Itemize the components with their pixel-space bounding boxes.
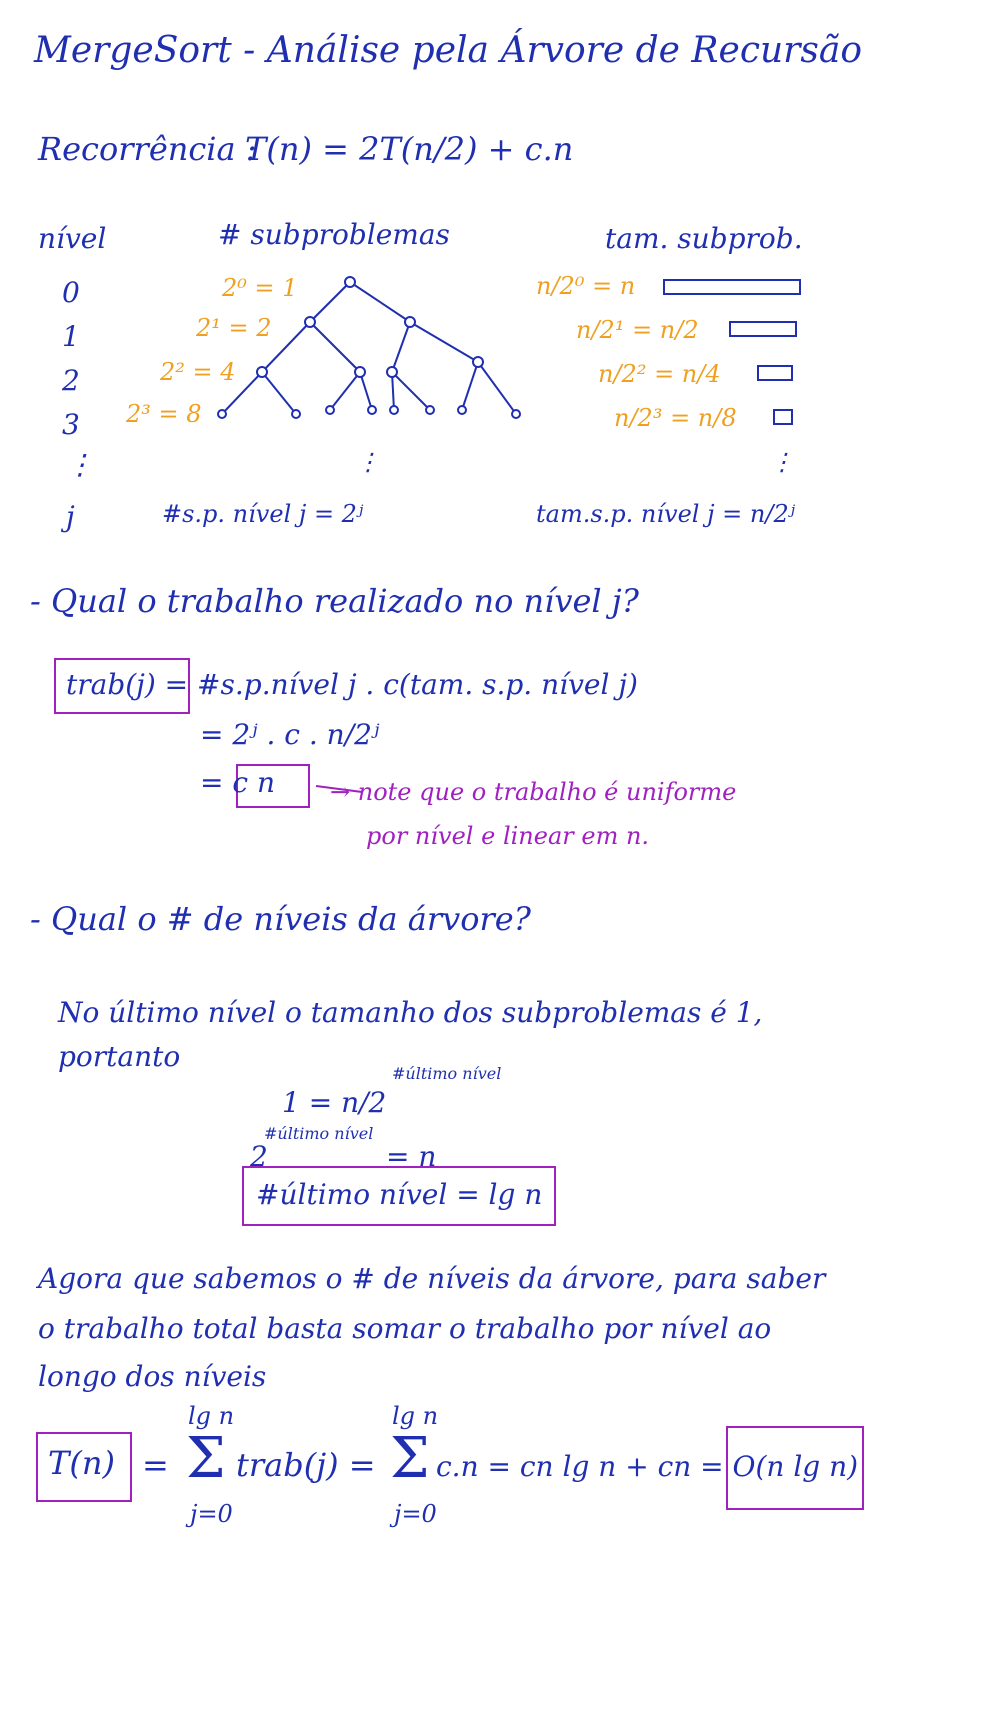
tree-edge — [462, 362, 478, 410]
subproblems-level-1: 2¹ = 2 — [196, 314, 272, 342]
size-level-2: n/2² = n/4 — [598, 360, 721, 388]
subproblems-level-2: 2² = 4 — [160, 358, 236, 386]
tree-edge — [262, 372, 296, 414]
tree-edge — [478, 362, 516, 414]
sum-2-lower-limit: j=0 — [394, 1500, 437, 1528]
sum-1-lower-limit: j=0 — [190, 1500, 233, 1528]
big-o-result-box — [726, 1426, 864, 1510]
size-bar-level-1 — [730, 322, 796, 336]
tree-leaf — [390, 406, 398, 414]
conclusion-text-2: o trabalho total basta somar o trabalho por nível ao — [38, 1312, 772, 1345]
recurrence-formula: T(n) = 2T(n/2) + c.n — [245, 130, 574, 168]
page-title: MergeSort - Análise pela Árvore de Recursão — [34, 30, 862, 71]
levels-equation-1-exponent: #último nível — [392, 1064, 502, 1083]
conclusion-text-1: Agora que sabemos o # de níveis da árvore, para saber — [38, 1262, 826, 1295]
last-level-text-2: portanto — [58, 1040, 181, 1073]
tree-leaf — [426, 406, 434, 414]
total-work-equals: = — [142, 1446, 169, 1484]
level-ellipsis: ⋮ — [66, 448, 94, 481]
tree-leaf — [326, 406, 334, 414]
column-header-subproblems: # subproblemas — [218, 218, 450, 251]
tree-leaf — [512, 410, 520, 418]
size-level-1: n/2¹ = n/2 — [576, 316, 699, 344]
tree-node — [257, 367, 267, 377]
tree-edge — [392, 372, 430, 410]
tree-leaf — [292, 410, 300, 418]
level-j: j — [66, 500, 75, 533]
size-bar-level-2 — [758, 366, 792, 380]
sum-1-sigma-icon: Σ — [186, 1426, 226, 1491]
tree-edge — [392, 322, 410, 372]
recursion-tree — [218, 277, 520, 418]
tree-node — [355, 367, 365, 377]
levels-equation-2-base: 2 — [250, 1140, 268, 1173]
recurrence-label: Recorrência : — [38, 130, 257, 168]
size-level-0: n/2⁰ = n — [536, 272, 636, 300]
sum-2-sigma-icon: Σ — [390, 1426, 430, 1491]
size-level-j: tam.s.p. nível j = n/2ʲ — [536, 500, 796, 528]
subproblems-level-0: 2⁰ = 1 — [222, 274, 298, 302]
levels-equation-2-rhs: = n — [386, 1140, 437, 1173]
work-equation-line-2: = 2ʲ . c . n/2ʲ — [200, 718, 380, 751]
column-header-level: nível — [38, 222, 107, 255]
size-level-3: n/2³ = n/8 — [614, 404, 737, 432]
size-ellipsis: ⋮ — [770, 448, 794, 476]
question-number-of-levels: - Qual o # de níveis da árvore? — [30, 900, 531, 938]
subproblems-level-3: 2³ = 8 — [126, 400, 202, 428]
work-equation-line-1: trab(j) = #s.p.nível j . c(tam. s.p. nível j) — [66, 668, 638, 701]
levels-equation-2-exponent: #último nível — [264, 1124, 374, 1143]
last-level-text-1: No último nível o tamanho dos subproblemas é 1, — [58, 996, 763, 1029]
sum-1-body: trab(j) = — [236, 1446, 376, 1484]
tree-edge — [262, 322, 310, 372]
size-bar-level-3 — [774, 410, 792, 424]
question-work-per-level: - Qual o trabalho realizado no nível j? — [30, 582, 639, 620]
level-3: 3 — [62, 408, 80, 441]
work-equation-line-3: = c n — [200, 766, 275, 799]
tree-node — [387, 367, 397, 377]
sum-2-body: c.n = cn lg n + cn = O(n lg n) — [436, 1450, 859, 1483]
tree-edge — [410, 322, 478, 362]
level-1: 1 — [62, 320, 80, 353]
uniform-work-note-1: → note que o trabalho é uniforme — [330, 778, 737, 806]
size-bars — [664, 280, 800, 424]
levels-equation-1: 1 = n/2 — [282, 1086, 387, 1119]
tree-edge — [222, 372, 262, 414]
tree-leaf — [218, 410, 226, 418]
tree-node — [305, 317, 315, 327]
tree-leaf — [458, 406, 466, 414]
tree-node — [473, 357, 483, 367]
tree-leaf — [368, 406, 376, 414]
tree-node — [405, 317, 415, 327]
tree-node — [345, 277, 355, 287]
level-2: 2 — [62, 364, 80, 397]
subproblems-ellipsis: ⋮ — [356, 448, 380, 476]
column-header-size: tam. subprob. — [605, 222, 803, 255]
tree-edge — [310, 282, 350, 322]
conclusion-text-3: longo dos níveis — [38, 1360, 267, 1393]
tree-edge — [350, 282, 410, 322]
tree-edge — [330, 372, 360, 410]
level-0: 0 — [62, 276, 80, 309]
uniform-work-note-2: por nível e linear em n. — [366, 822, 650, 850]
sum-2-upper-limit: lg n — [392, 1402, 439, 1430]
total-work-lhs: T(n) — [48, 1444, 115, 1482]
levels-equation-3: #último nível = lg n — [256, 1178, 543, 1211]
subproblems-level-j: #s.p. nível j = 2ʲ — [162, 500, 364, 528]
sum-1-upper-limit: lg n — [188, 1402, 235, 1430]
size-bar-level-0 — [664, 280, 800, 294]
tree-edge — [310, 322, 360, 372]
